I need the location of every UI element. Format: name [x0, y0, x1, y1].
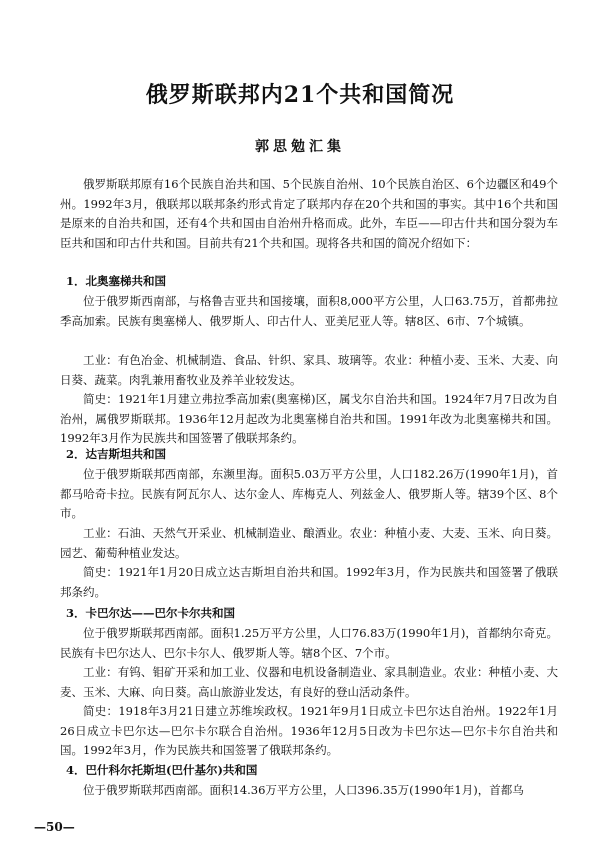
author-byline: 郭思勉汇集 — [255, 139, 345, 155]
section-location: 位于俄罗斯联邦西南部。面积14.36万平方公里，人口396.35万(1990年1月)，首都乌 — [83, 783, 524, 797]
section-industry: 工业：有色冶金、机械制造、食品、针织、家具、玻璃等。农业：种植小麦、玉米、大麦、向日葵、蔬菜。肉乳兼用畜牧业及养羊业较发达。 — [60, 353, 558, 387]
page-title: 俄罗斯联邦内21个共和国简况 — [145, 82, 455, 108]
section-heading: 1．北奥塞梯共和国 — [66, 274, 167, 288]
page-number: —50— — [34, 820, 75, 834]
section-heading: 4．巴什科尔托斯坦(巴什基尔)共和国 — [66, 763, 258, 777]
section-heading: 3．卡巴尔达——巴尔卡尔共和国 — [66, 606, 236, 620]
section-location: 位于俄罗斯联邦西南部。面积1.25万平方公里，人口76.83万(1990年1月)，首都纳尔奇克。民族有卡巴尔达人、巴尔卡尔人、俄罗斯人等。辖8个区、7个市。 — [60, 626, 558, 660]
section-history: 简史：1921年1月20日成立达吉斯坦自治共和国。1992年3月，作为民族共和国签署了俄联邦条约。 — [60, 565, 558, 599]
section-industry: 工业：有钨、钼矿开采和加工业、仪器和电机设备制造业、家具制造业。农业：种植小麦、大麦、玉米、大麻、向日葵。高山旅游业发达，有良好的登山活动条件。 — [60, 665, 558, 699]
section-history: 简史：1921年1月建立弗拉季高加索(奥塞梯)区，属戈尔自治共和国。1924年7月7日改为自治州，属俄罗斯联邦。1936年12月起改为北奥塞梯自治共和国。1991年改为北奥塞梯共和国。1992年3月作为民族共和国签署了俄联邦条约。 — [60, 392, 558, 446]
section-location: 位于俄罗斯联邦西南部，东濒里海。面积5.03万平方公里，人口182.26万(1990年1月)，首都马哈奇卡拉。民族有阿瓦尔人、达尔金人、库梅克人、列兹金人、俄罗斯人等。辖39个区、8个市。 — [60, 467, 558, 521]
section-history: 简史：1918年3月21日建立苏维埃政权。1921年9月1日成立卡巴尔达自治州。1922年1月26日成立卡巴尔达—巴尔卡尔联合自治州。1936年12月5日改为卡巴尔达—巴尔卡尔自治共和国。1992年3月，作为民族共和国签署了俄联邦条约。 — [60, 704, 558, 758]
section-industry: 工业：石油、天然气开采业、机械制造业、酿酒业。农业：种植小麦、大麦、玉米、向日葵。园艺、葡萄种植业发达。 — [60, 526, 558, 560]
section-location: 位于俄罗斯西南部，与格鲁吉亚共和国接壤，面积8,000平方公里，人口63.75万，首都弗拉季高加索。民族有奥塞梯人、俄罗斯人、印古什人、亚美尼亚人等。辖8区、6市、7个城镇。 — [60, 294, 558, 328]
intro-paragraph: 俄罗斯联邦原有16个民族自治共和国、5个民族自治州、10个民族自治区、6个边疆区和49个州。1992年3月，俄联邦以联邦条约形式肯定了联邦内存在20个共和国的事实。其中16个共和国是原来的自治共和国，还有4个共和国由自治州升格而成。此外，车臣——印古什共和国分裂为车臣共和国和印古什共和国。目前共有21个共和国。现将各共和国的简况介绍如下： — [60, 177, 558, 250]
section-heading: 2．达吉斯坦共和国 — [66, 447, 167, 461]
